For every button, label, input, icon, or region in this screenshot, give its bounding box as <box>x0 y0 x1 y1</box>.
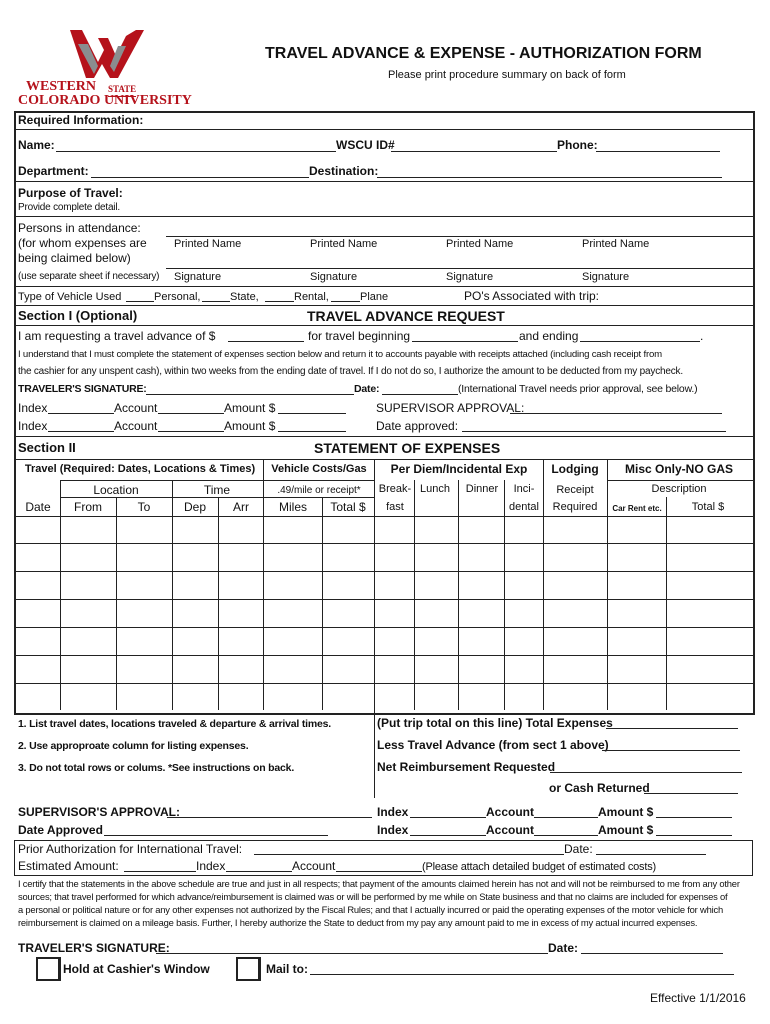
logo-line1: WESTERN <box>26 79 97 94</box>
description-header: Description <box>651 483 707 495</box>
department-field[interactable] <box>91 177 309 178</box>
travel-begin-field[interactable] <box>412 341 518 342</box>
dinner-header: Dinner <box>465 483 499 495</box>
persons-label-1: Persons in attendance: <box>18 221 141 235</box>
estimated-account-field[interactable] <box>336 871 422 872</box>
incidental-header-a: Inci- <box>513 483 535 495</box>
advance-request-text-b: for travel beginning <box>308 329 411 343</box>
account-label-1: Account <box>114 401 158 415</box>
lunch-header: Lunch <box>420 483 450 495</box>
bottom-amount-field-2[interactable] <box>656 835 732 836</box>
bottom-amount-label-2: Amount $ <box>598 823 654 837</box>
breakfast-header-b: fast <box>386 501 404 513</box>
destination-field[interactable] <box>377 177 722 178</box>
cash-returned-label: or Cash Returned <box>549 781 650 795</box>
from-col-header: From <box>74 500 102 514</box>
form-title: TRAVEL ADVANCE & EXPENSE - AUTHORIZATION FORM <box>265 45 702 62</box>
signature-2: Signature <box>310 271 358 283</box>
printed-name-2: Printed Name <box>310 238 378 250</box>
bottom-index-field-1[interactable] <box>410 817 486 818</box>
prior-auth-date-label: Date: <box>564 842 593 856</box>
hold-checkbox[interactable] <box>36 957 60 981</box>
index-label-1: Index <box>18 401 48 415</box>
supervisor-approval-label: SUPERVISOR APPROVAL: <box>376 401 525 415</box>
destination-label: Destination: <box>309 164 379 178</box>
footer-signature-label: TRAVELER'S SIGNATURE: <box>18 941 170 955</box>
account-field-2[interactable] <box>158 431 224 432</box>
prior-auth-label: Prior Authorization for International Travel: <box>18 842 243 856</box>
table-row <box>14 571 753 572</box>
cash-returned-field[interactable] <box>644 793 738 794</box>
vehicle-plane-field[interactable] <box>331 301 360 302</box>
vehicle-rental-field[interactable] <box>265 301 294 302</box>
required-header: Required <box>552 501 598 513</box>
mail-label: Mail to: <box>266 962 308 976</box>
location-header: Location <box>93 483 139 497</box>
date-approved-label: Date approved: <box>376 419 459 433</box>
section1-label: Section I (Optional) <box>18 308 138 323</box>
amount-field-1[interactable] <box>278 413 346 414</box>
printed-name-1: Printed Name <box>174 238 242 250</box>
logo-line2: COLORADO UNIVERSITY <box>18 93 192 108</box>
signature-1: Signature <box>174 271 222 283</box>
car-rent-col-header: Car Rent etc. <box>612 504 662 513</box>
estimated-note: (Please attach detailed budget of estimated costs) <box>422 861 656 873</box>
purpose-label: Purpose of Travel: <box>18 186 123 200</box>
account-field-1[interactable] <box>158 413 224 414</box>
advance-terms-2: the cashier for any unspent cash), within two weeks from the ending date of travel. If I do not do so, I authorize the amount to be deducted from my paycheck. <box>18 366 683 377</box>
account-label-2: Account <box>114 419 158 433</box>
advance-request-text-d: . <box>700 329 704 343</box>
mail-to-field[interactable] <box>310 974 734 975</box>
phone-label: Phone: <box>557 138 598 152</box>
dep-col-header: Dep <box>183 500 206 514</box>
bottom-amount-label-1: Amount $ <box>598 805 654 819</box>
signature-4: Signature <box>582 271 630 283</box>
name-field[interactable] <box>56 151 336 152</box>
lodging-header: Lodging <box>551 462 599 476</box>
estimated-amount-label: Estimated Amount: <box>18 859 119 873</box>
vehicle-state: State, <box>230 291 259 303</box>
date-approved-field[interactable] <box>462 431 726 432</box>
date-col-header: Date <box>25 500 51 514</box>
certify-line-3: a personal or political nature or for any other expenses not authorized by the Fiscal Rules; and that I actually incurred or paid the operating expenses of the motor vehicle for which <box>18 904 723 915</box>
footer-date-field[interactable] <box>581 953 723 954</box>
printed-name-4: Printed Name <box>582 238 650 250</box>
bottom-amount-field-1[interactable] <box>656 817 732 818</box>
hold-label: Hold at Cashier's Window <box>63 962 210 976</box>
persons-note: (use separate sheet if necessary) <box>18 271 160 282</box>
advance-request-text-a: I am requesting a travel advance of $ <box>18 329 216 343</box>
total-expenses-label: (Put trip total on this line) Total Expenses <box>377 716 613 730</box>
vehicle-personal-field[interactable] <box>126 301 154 302</box>
advance-amount-field[interactable] <box>228 341 304 342</box>
vehicle-rental: Rental, <box>294 291 329 303</box>
certify-line-2: sources; that travel performed for which advance/reimbursement is claimed was or will be performed by me while on State business and that no claims are included for expenses of <box>18 891 728 902</box>
section2-title: STATEMENT OF EXPENSES <box>314 440 501 456</box>
bottom-index-field-2[interactable] <box>410 835 486 836</box>
net-reimbursement-field[interactable] <box>550 772 742 773</box>
intl-travel-note: (International Travel needs prior approval, see below.) <box>458 383 698 395</box>
table-row <box>14 627 753 628</box>
prior-auth-date-field[interactable] <box>596 854 706 855</box>
misc-total-col-header: Total $ <box>691 501 725 513</box>
po-label: PO's Associated with trip: <box>464 289 600 303</box>
university-logo <box>18 26 193 110</box>
note-3: 3. Do not total rows or colums. *See instructions on back. <box>18 762 295 774</box>
estimated-index-field[interactable] <box>226 871 292 872</box>
department-label: Department: <box>18 164 89 178</box>
mail-checkbox[interactable] <box>236 957 260 981</box>
vehicle-header: Vehicle Costs/Gas <box>271 463 367 475</box>
misc-header: Misc Only-NO GAS <box>624 462 734 476</box>
total-expenses-field[interactable] <box>606 728 738 729</box>
persons-label-3: being claimed below) <box>18 251 131 265</box>
vehicle-label: Type of Vehicle Used <box>18 291 122 303</box>
form-subtitle: Please print procedure summary on back of form <box>388 69 626 81</box>
advance-terms-1: I understand that I must complete the statement of expenses section below and return it to accounts payable with receipts attached (including cash receipt from <box>18 349 662 360</box>
name-label: Name: <box>18 138 55 152</box>
note-1: 1. List travel dates, locations traveled & departure & arrival times. <box>18 718 331 730</box>
traveler-signature-label: TRAVELER'S SIGNATURE: <box>18 383 147 395</box>
table-row <box>14 543 753 544</box>
effective-date: Effective 1/1/2016 <box>650 991 746 1005</box>
breakfast-header-a: Break- <box>378 483 412 495</box>
index-field-2[interactable] <box>48 431 114 432</box>
estimated-index-label: Index <box>196 859 226 873</box>
advance-request-text-c: and ending <box>519 329 579 343</box>
supervisor-approval-field[interactable] <box>510 413 722 414</box>
perdiem-header: Per Diem/Incidental Exp <box>390 462 528 476</box>
travel-header: Travel (Required: Dates, Locations & Times) <box>24 463 256 475</box>
amount-label-2: Amount $ <box>224 419 276 433</box>
bottom-index-label-2: Index <box>377 823 409 837</box>
logo-state: STATE <box>108 82 136 97</box>
vehicle-plane: Plane <box>360 291 389 303</box>
prior-auth-field[interactable] <box>254 854 564 855</box>
section1-title: TRAVEL ADVANCE REQUEST <box>307 308 505 324</box>
printed-name-3: Printed Name <box>446 238 514 250</box>
vehicle-personal: Personal, <box>154 291 201 303</box>
wscu-id-field[interactable] <box>391 151 557 152</box>
bottom-date-approved-field[interactable] <box>104 835 328 836</box>
w-logo-icon <box>18 26 193 80</box>
certify-line-4: reimbursement is claimed on a mileage basis. Further, I hereby authorize the State to deduct from my pay any amount paid to me in excess of my actual incurred expenses. <box>18 917 698 928</box>
phone-field[interactable] <box>596 151 720 152</box>
bottom-date-approved-label: Date Approved <box>18 823 103 837</box>
traveler-date-label: Date: <box>354 383 380 395</box>
net-reimbursement-label: Net Reimbursement Requested <box>377 760 556 774</box>
footer-date-label: Date: <box>548 941 579 955</box>
wscu-id-label: WSCU ID# <box>336 138 395 152</box>
signature-3: Signature <box>446 271 494 283</box>
supervisors-approval-label: SUPERVISOR'S APPROVAL: <box>18 805 180 819</box>
traveler-date-field-1[interactable] <box>382 394 458 395</box>
purpose-field[interactable] <box>120 183 750 216</box>
vehicle-total-col-header: Total $ <box>330 500 366 514</box>
expense-rows[interactable] <box>14 516 753 708</box>
bottom-account-field-1[interactable] <box>534 817 598 818</box>
vehicle-state-field[interactable] <box>202 301 230 302</box>
purpose-note: Provide complete detail. <box>18 202 120 213</box>
bottom-index-label-1: Index <box>377 805 409 819</box>
estimated-amount-field[interactable] <box>124 871 196 872</box>
less-advance-label: Less Travel Advance (from sect 1 above) <box>377 738 609 752</box>
travel-end-field[interactable] <box>580 341 700 342</box>
bottom-account-label-2: Account <box>486 823 534 837</box>
bottom-account-field-2[interactable] <box>534 835 598 836</box>
arr-col-header: Arr <box>233 500 249 514</box>
index-field-1[interactable] <box>48 413 114 414</box>
footer-signature-field[interactable] <box>156 953 548 954</box>
table-row <box>14 683 753 684</box>
receipt-header: Receipt <box>556 484 594 496</box>
time-header: Time <box>203 483 231 497</box>
section2-label: Section II <box>18 440 76 455</box>
persons-label-2: (for whom expenses are <box>18 236 147 250</box>
estimated-account-label: Account <box>292 859 336 873</box>
traveler-signature-field-1[interactable] <box>146 394 354 395</box>
miles-col-header: Miles <box>278 500 307 514</box>
index-label-2: Index <box>18 419 48 433</box>
to-col-header: To <box>137 500 151 514</box>
incidental-header-b: dental <box>509 501 539 513</box>
note-2: 2. Use approproate column for listing expenses. <box>18 740 249 752</box>
amount-label-1: Amount $ <box>224 401 276 415</box>
bottom-account-label-1: Account <box>486 805 534 819</box>
required-heading: Required Information: <box>18 113 144 127</box>
less-advance-field[interactable] <box>602 750 740 751</box>
rate-header: .49/mile or receipt* <box>277 485 361 496</box>
table-row <box>14 655 753 656</box>
certify-line-1: I certify that the statements in the above schedule are true and just in all respects; that payment of the amounts claimed herein has not and will not be reimbursed to me from any other <box>18 878 740 889</box>
supervisors-approval-field[interactable] <box>167 817 372 818</box>
amount-field-2[interactable] <box>278 431 346 432</box>
table-row <box>14 599 753 600</box>
